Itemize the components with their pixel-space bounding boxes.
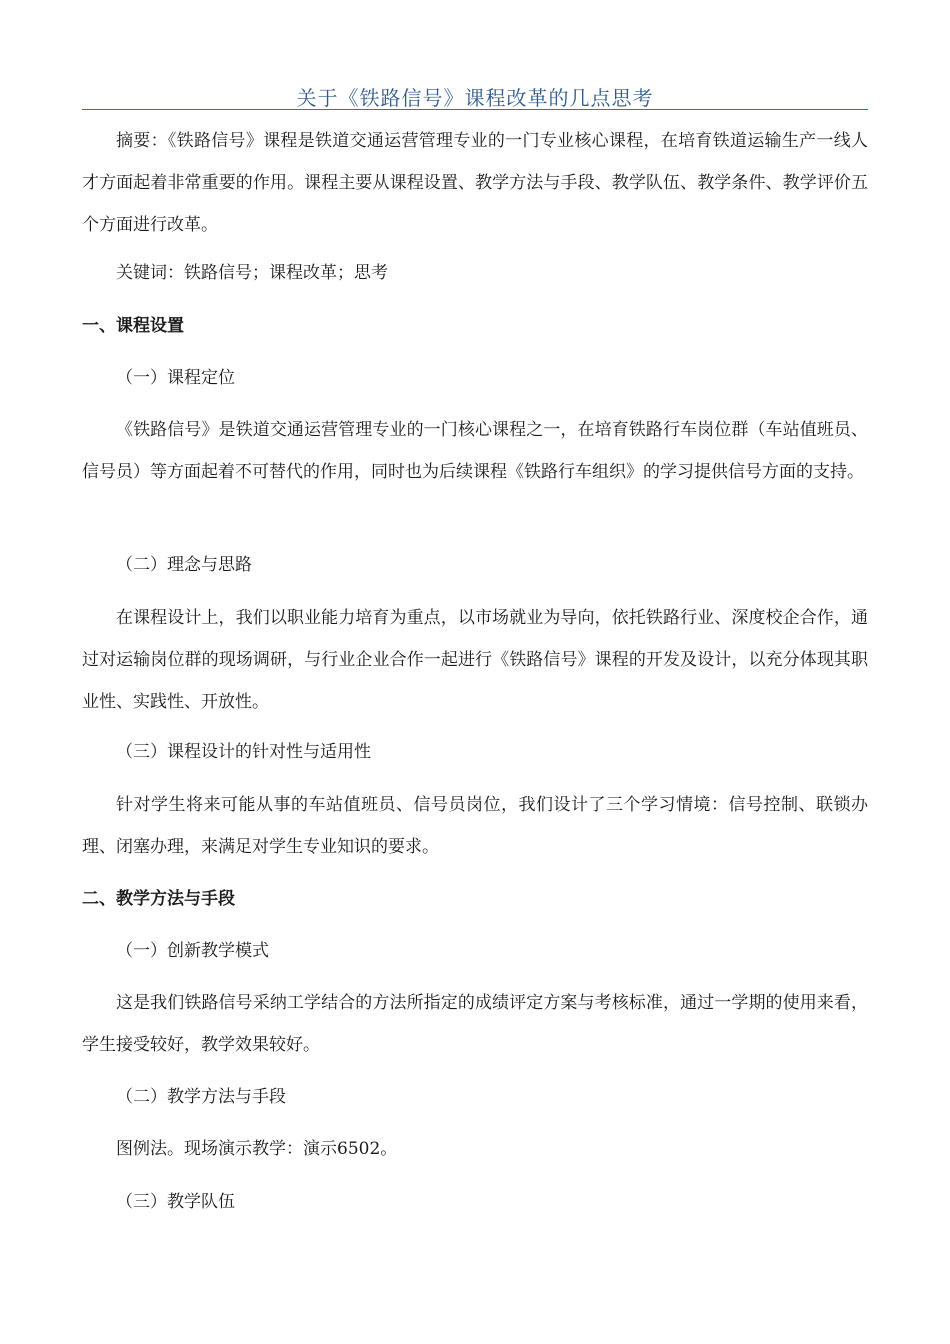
paragraph-2-2: 图例法。现场演示教学：演示6502。 (116, 1139, 398, 1159)
paragraph-1-3: 针对学生将来可能从事的车站值班员、信号员岗位，我们设计了三个学习情境：信号控制、联锁办理、闭塞办理，来满足对学生专业知识的要求。 (82, 795, 868, 857)
subheading-1-2: （二）理念与思路 (116, 555, 252, 575)
subheading-1-1: （一）课程定位 (116, 368, 235, 388)
subheading-2-3: （三）教学队伍 (116, 1192, 235, 1212)
paragraph-1-2: 在课程设计上，我们以职业能力培育为重点，以市场就业为导向，依托铁路行业、深度校企合作，通过对运输岗位群的现场调研，与行业企业合作一起进行《铁路信号》课程的开发及设计，以充分体现其职业性、实践性、开放性。 (82, 608, 868, 712)
section-heading-1: 一、课程设置 (82, 316, 184, 336)
subheading-2-2: （二）教学方法与手段 (116, 1087, 286, 1107)
abstract-paragraph: 摘要：《铁路信号》课程是铁道交通运营管理专业的一门专业核心课程，在培育铁道运输生产一线人才方面起着非常重要的作用。课程主要从课程设置、教学方法与手段、教学队伍、教学条件、教学评价五个方面进行改革。 (82, 131, 868, 235)
keywords-line: 关键词：铁路信号；课程改革；思考 (116, 263, 388, 283)
paragraph-2-1: 这是我们铁路信号采纳工学结合的方法所指定的成绩评定方案与考核标准，通过一学期的使用来看，学生接受较好，教学效果较好。 (82, 993, 868, 1055)
paragraph-1-1: 《铁路信号》是铁道交通运营管理专业的一门核心课程之一，在培育铁路行车岗位群（车站值班员、信号员）等方面起着不可替代的作用，同时也为后续课程《铁路行车组织》的学习提供信号方面的支持。 (82, 420, 868, 482)
title-underline (82, 109, 868, 110)
subheading-2-1: （一）创新教学模式 (116, 941, 269, 961)
section-heading-2: 二、教学方法与手段 (82, 889, 235, 909)
subheading-1-3: （三）课程设计的针对性与适用性 (116, 742, 371, 762)
document-title: 关于《铁路信号》课程改革的几点思考 (296, 86, 654, 110)
